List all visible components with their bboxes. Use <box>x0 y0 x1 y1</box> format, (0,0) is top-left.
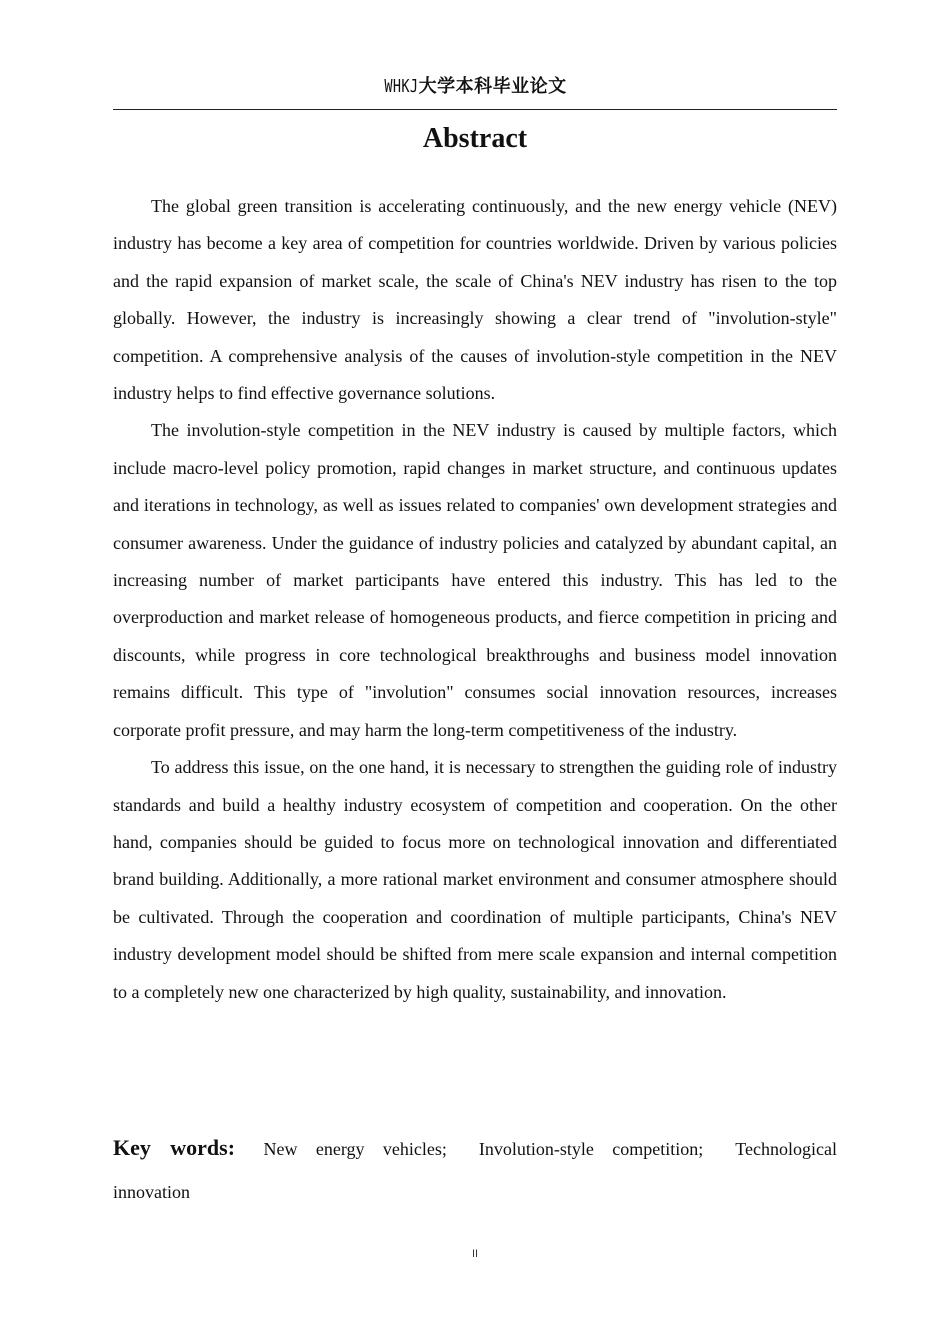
abstract-body <box>113 188 837 1011</box>
keyword-item: Involution-style competition; <box>478 1139 704 1159</box>
keywords-section <box>113 1126 837 1214</box>
keyword-item: Technological innovation <box>113 1139 837 1202</box>
page-number: II <box>471 1248 479 1260</box>
abstract-paragraph-3: To address this issue, on the one hand, it is necessary to strengthen the guiding role of industry standards and build a healthy industry ecosystem of competition and cooperation. On the other hand, companies should be guided to focus more on technological innovation and differentiated brand building. Additionally, a more rational market environment and consumer atmosphere should be cultivated. Through the cooperation and coordination of multiple participants, China's NEV industry development model should be shifted from mere scale expansion and internal competition to a completely new one characterized by high quality, sustainability, and innovation. <box>113 757 837 1002</box>
abstract-paragraph-1: The global green transition is accelerating continuously, and the new energy vehicle (NEV) industry has become a key area of competition for countries worldwide. Driven by various policies and the rapid expansion of market scale, the scale of China's NEV industry has risen to the top globally. However, the industry is increasingly showing a clear trend of "involution-style" competition. A comprehensive analysis of the causes of involution-style competition in the NEV industry helps to find effective governance solutions. <box>113 196 837 404</box>
keyword-item: New energy vehicles; <box>263 1139 447 1159</box>
header-university-code: WHKJ <box>384 76 419 97</box>
running-header <box>113 72 837 98</box>
abstract-paragraph-2: The involution-style competition in the NEV industry is caused by multiple factors, which include macro-level policy promotion, rapid changes in market structure, and continuous updates and iterations in technology, as well as issues related to companies' own development strategies and consumer awareness. Under the guidance of industry policies and catalyzed by abundant capital, an increasing number of market participants have entered this industry. This has led to the overproduction and market release of homogeneous products, and fierce competition in pricing and discounts, while progress in core technological breakthroughs and business model innovation remains difficult. This type of "involution" consumes social innovation resources, increases corporate profit pressure, and may harm the long-term competitiveness of the industry. <box>113 420 837 740</box>
keywords-label: Key words: <box>113 1135 236 1160</box>
header-thesis-label: 大学本科毕业论文 <box>418 76 567 97</box>
header-divider <box>113 109 837 110</box>
abstract-title: Abstract <box>422 123 528 154</box>
